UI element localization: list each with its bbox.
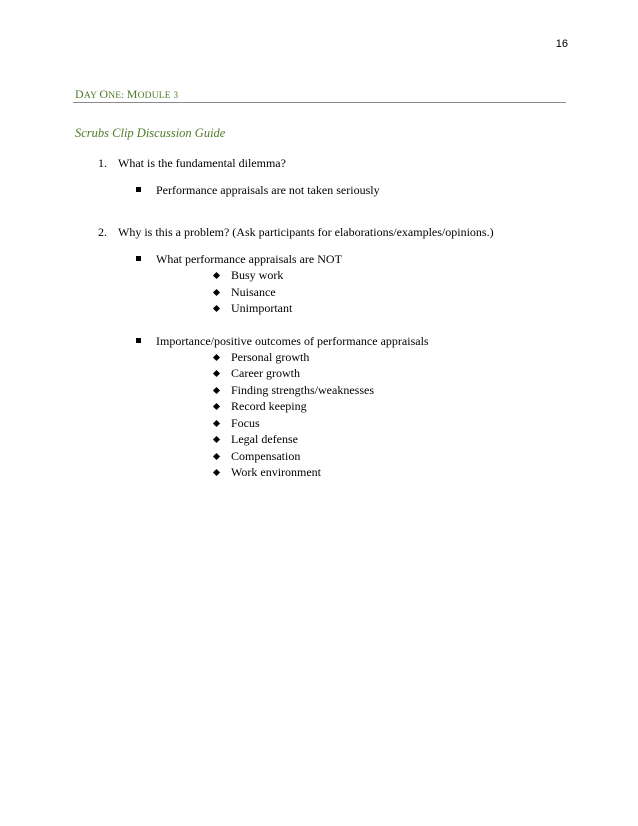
sub-item: Unimportant (231, 301, 293, 315)
square-bullet-icon (136, 338, 141, 343)
sub-item: Personal growth (231, 350, 310, 364)
diamond-bullet-icon (213, 436, 220, 443)
bullet-item: Importance/positive outcomes of performance appraisals (156, 334, 429, 348)
header-divider (73, 102, 566, 103)
diamond-bullet-icon (213, 272, 220, 279)
header-module-initial: M (126, 87, 138, 101)
diamond-bullet-icon (213, 387, 220, 394)
sub-item: Legal defense (231, 432, 298, 446)
diamond-bullet-icon (213, 354, 220, 361)
diamond-bullet-icon (213, 469, 220, 476)
sub-item: Finding strengths/weaknesses (231, 383, 374, 397)
diamond-bullet-icon (213, 289, 220, 296)
sub-item: Record keeping (231, 399, 307, 413)
square-bullet-icon (136, 256, 141, 261)
diamond-bullet-icon (213, 453, 220, 460)
sub-item: Work environment (231, 465, 322, 479)
diamond-bullet-icon (213, 403, 220, 410)
header-module-rest: ODULE 3 (137, 91, 179, 101)
diamond-bullet-icon (213, 370, 220, 377)
sub-item: Focus (231, 416, 260, 430)
sub-item: Career growth (231, 366, 300, 380)
sub-item: Compensation (231, 449, 301, 463)
bullet-item: Performance appraisals are not taken seriously (156, 183, 380, 197)
header-one-initial: O (99, 87, 109, 101)
sub-item: Nuisance (231, 285, 276, 299)
question-number: 2. (98, 225, 107, 239)
page-number: 16 (555, 38, 568, 50)
header-one-rest: NE: (108, 91, 127, 101)
sub-item: Busy work (231, 268, 284, 282)
question-text: What is the fundamental dilemma? (118, 156, 286, 170)
header-day-initial: D (75, 87, 84, 101)
header-day-rest: AY (83, 91, 100, 101)
diamond-bullet-icon (213, 305, 220, 312)
diamond-bullet-icon (213, 420, 220, 427)
bullet-item: What performance appraisals are NOT (156, 252, 342, 266)
square-bullet-icon (136, 187, 141, 192)
section-title: Scrubs Clip Discussion Guide (75, 126, 226, 140)
module-header (75, 87, 178, 102)
question-number: 1. (98, 156, 107, 170)
question-text: Why is this a problem? (Ask participants for elaborations/examples/opinions.) (118, 225, 494, 239)
